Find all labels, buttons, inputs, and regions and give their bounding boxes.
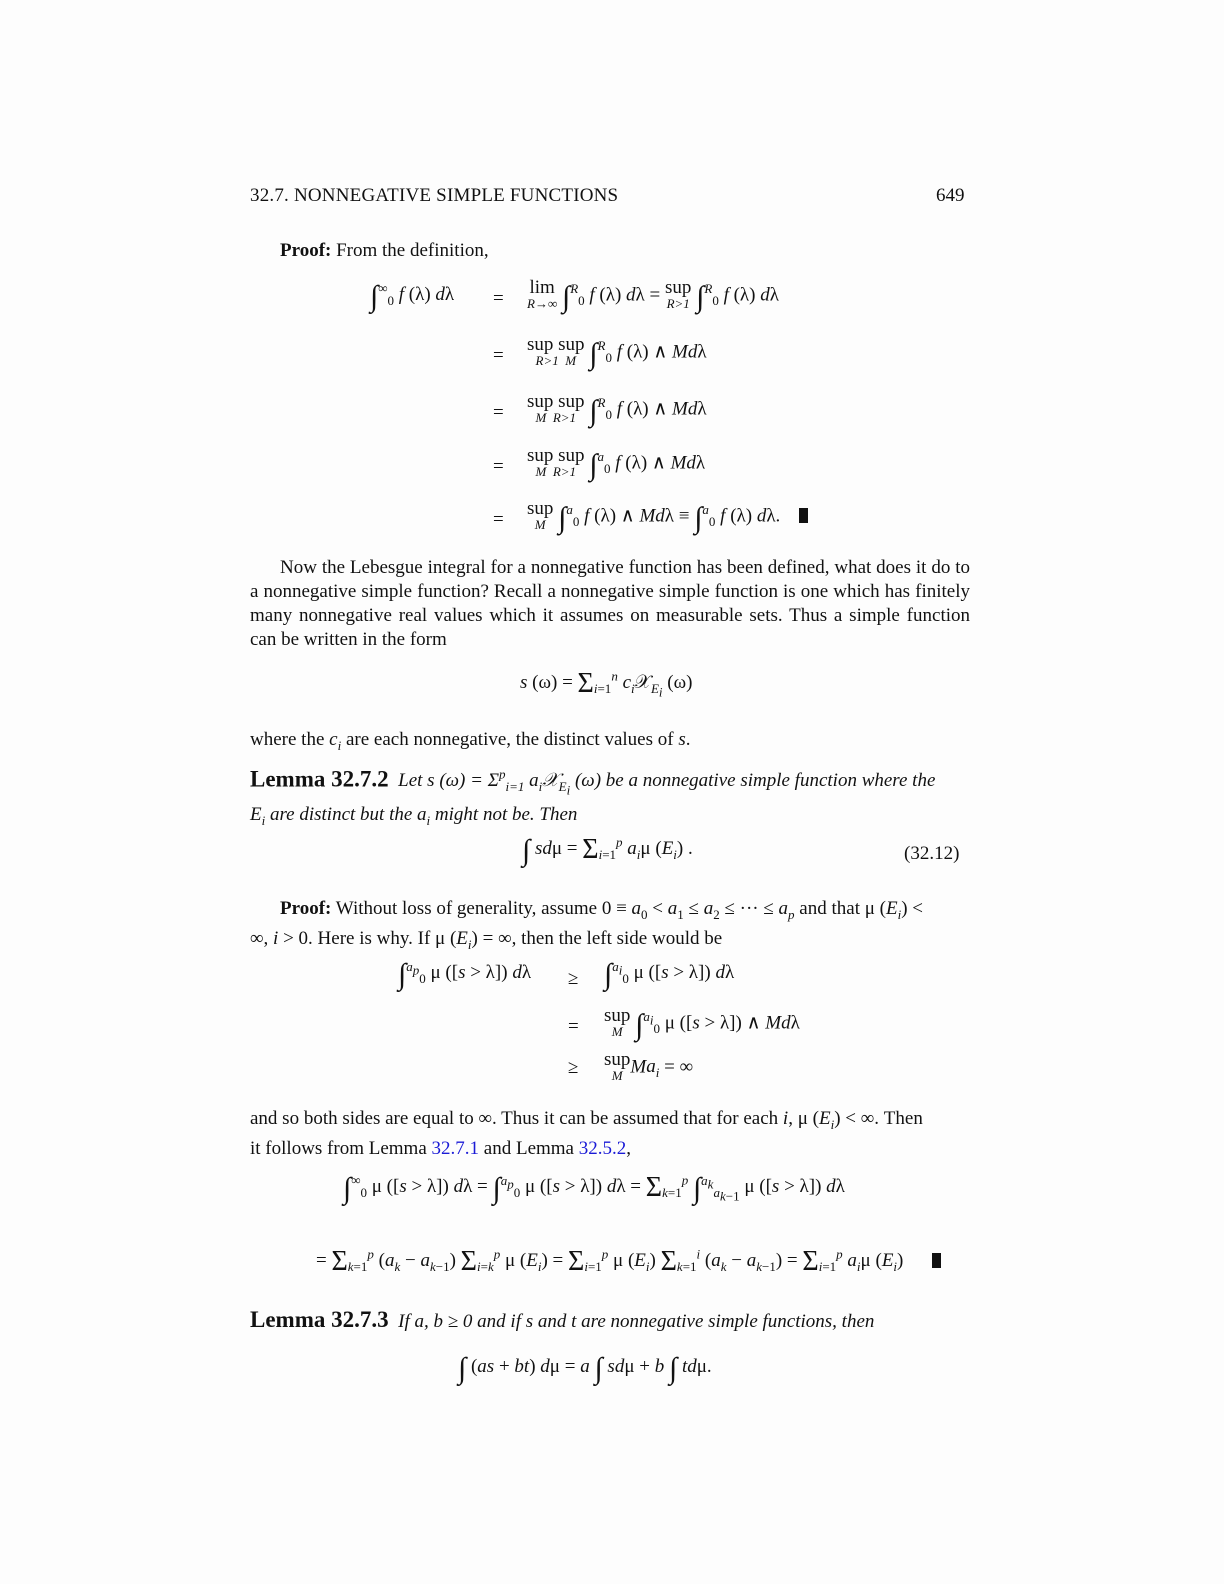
page-number: 649 (936, 185, 965, 206)
eq2-rhs-2: sup M ∫$^{a_i}_0$ μ ([s > λ]) ∧ Mdλ (604, 1005, 800, 1042)
eq1-rhs-1: lim R→∞ ∫$^R_0$ f (λ) dλ = sup R>1 ∫$^R_0$ f (λ) dλ (527, 277, 779, 314)
proof-2: Proof: Without loss of generality, assume $0 \equiv a_0 < a_1 \le a_2$ ≤ ··· ≤ $a_p$ and that μ $(E_i)$ < ∞, i > 0. Here is why. If μ $(E_i)$ = ∞, then the left side would be (250, 898, 924, 952)
lemma-link-32-5-2[interactable]: 32.5.2 (578, 1137, 627, 1159)
eq3-line-1: $\int^\infty_0$ μ ([s > λ]) dλ = ∫$^{a_p}_0$ μ ([s > λ]) $d\lambda = \Sigma_{k=1}^p$ ∫$^{a_k}_{a_{k-1}}$ μ ([s > λ]) dλ (343, 1172, 845, 1205)
qed-mark (932, 1253, 941, 1268)
eq2-rhs-1: ∫$^{a_i}_0$ μ ([s > λ]) dλ (604, 958, 735, 991)
paragraph-2: where the $c_i$ are each nonnegative, the distinct values of s. (250, 729, 691, 753)
eq1-rhs-5: sup M ∫$^a_0$ f (λ) ∧ Mdλ ≡ ∫$^a_0$ f (λ) dλ. (527, 501, 808, 535)
eq1-rhs-4: sup sup M R>1 ∫$^a_0$ f (λ) ∧ Mdλ (527, 445, 706, 482)
eq1-rhs-2: sup sup R>1 M ∫$^R_0$ f (λ) ∧ Mdλ (527, 334, 707, 371)
proof-label: Proof: (280, 898, 332, 919)
qed-mark (799, 508, 808, 523)
lemma-title: Lemma 32.7.3 (250, 1307, 389, 1332)
eq1-lhs: $\int^\infty_0$ f (λ) dλ (370, 280, 455, 313)
proof-label: Proof: (280, 240, 332, 261)
eq1-rhs-3: sup sup M R>1 ∫$^R_0$ f (λ) ∧ Mdλ (527, 391, 707, 428)
paragraph-3: and so both sides are equal to ∞. Thus it can be assumed that for each i, μ $(E_i)$ < ∞. Then it follows from Lemma 32.7.1 and Lemma 32.5.2, (250, 1108, 923, 1159)
eq2-rhs-3: sup M $Ma_i$ = ∞ (604, 1049, 694, 1083)
equation-linearity: ∫ (as + bt) dμ = a ∫ sdμ + b ∫ tdμ. (458, 1352, 712, 1385)
lemma-32-7-2: Lemma 32.7.2 Let s $(\omega) = \Sigma^p_{i=1}$ $a_i𝒳_{E_i}$ (ω) be a nonnegative simple function where the $E_i$ are distinct but the $a_i$ might not be. Then (250, 766, 936, 828)
equation-number: (32.12) (904, 843, 960, 864)
equation-32-12: ∫ $sd\mu = \Sigma_{i=1}^p$ $a_i\mu$ $(E_i)$ . (522, 834, 693, 867)
eq3-line-2: = $\Sigma_{k=1}^p$ $(a_k - a_{k-1})$ $\Sigma_{i=k}^p$ μ $(E_i) = \Sigma_{i=1}^p$ μ $(E_i)$ $\Sigma_{k=1}^i$ $(a_k - a_{k-1}) = \Sigma_{i=1}^p$ $a_i\mu$ $(E_i)$ (316, 1246, 941, 1278)
document-page: 32.7. NONNEGATIVE SIMPLE FUNCTIONS 649 Proof: From the definition, $\int^\infty_0$ f (λ) dλ = lim R→∞ ∫$^R_0$ f (λ) dλ = sup R>1 ∫$^R_0$ f (λ) dλ = sup sup R>1 M ∫$^R_0$ f (λ) ∧ Mdλ = sup sup M R>1 ∫$^R_0$ f (λ) ∧ Mdλ = sup sup M R>1 ∫$^a_0$ f (λ) ∧ Mdλ = sup M ∫$^a_0$ f (λ) ∧ Mdλ ≡ ∫$^a_0$ f (λ) dλ. Now the Lebesgue integral for a nonnegative function has been defined, what does it do to a nonnegative simple function? Recall a nonnegative simple function is one which has finitely many nonnegative real values which it assumes on measurable sets. Thus a simple function can be written in the form s $(\omega) = \Sigma_{i=1}^n$ $c_i𝒳_{E_i}$ (ω) where the $c_i$ are each nonnegative, the distinct values of s. Lemma 32.7.2 Let s $(\omega) = \Sigma^p_{i=1}$ $a_i𝒳_{E_i}$ (ω) be a nonnegative simple function where the $E_i$ are distinct but the $a_i$ might not be. Then ∫ $sd\mu = \Sigma_{i=1}^p$ $a_i\mu$ $(E_i)$ . (32.12) Proof: Without loss of generality, assume $0 \equiv a_0 < a_1 \le a_2$ ≤ ··· ≤ $a_p$ and that μ $(E_i)$ < ∞, i > 0. Here is why. If μ $(E_i)$ = ∞, then the left side would be ∫$^{a_p}_0$ μ ([s > λ]) dλ ≥ ∫$^{a_i}_0$ μ ([s > λ]) dλ = sup M ∫$^{a_i}_0$ μ ([s > λ]) ∧ Mdλ ≥ sup M $Ma_i$ = ∞ and so both sides are equal to ∞. Thus it can be assumed that for each i, μ $(E_i)$ < ∞. Then it follows from Lemma 32.7.1 and Lemma 32.5.2, $\int^\infty_0$ μ ([s > λ]) dλ = ∫$^{a_p}_0$ μ ([s > λ]) $d\lambda = \Sigma_{k=1}^p$ ∫$^{a_k}_{a_{k-1}}$ μ ([s > λ]) dλ = $\Sigma_{k=1}^p$ $(a_k - a_{k-1})$ $\Sigma_{i=k}^p$ μ $(E_i) = \Sigma_{i=1}^p$ μ $(E_i)$ $\Sigma_{k=1}^i$ $(a_k - a_{k-1}) = \Sigma_{i=1}^p$ $a_i\mu$ $(E_i)$ Lemma 32.7.3 If a, b ≥ 0 and if s and t are nonnegative simple functions, then ∫ (as + bt) dμ = a ∫ sdμ + b ∫ tdμ. (250, 185, 970, 1385)
lemma-title: Lemma 32.7.2 (250, 766, 389, 792)
running-header: 32.7. NONNEGATIVE SIMPLE FUNCTIONS (250, 185, 619, 206)
lemma-link-32-7-1[interactable]: 32.7.1 (431, 1137, 480, 1159)
proof-text: From the definition, (331, 240, 489, 261)
equation-simple-function: s $(\omega) = \Sigma_{i=1}^n$ $c_i𝒳_{E_i}$ (ω) (520, 668, 693, 700)
paragraph-1: Now the Lebesgue integral for a nonnegative function has been defined, what does it do to a nonnegative simple function? Recall a nonnegative simple function is one which has finitely many nonnegative real values which it assumes on measurable sets. Thus a simple function can be written in the form (250, 557, 970, 650)
lemma-32-7-3: Lemma 32.7.3 If a, b ≥ 0 and if s and t are nonnegative simple functions, then (250, 1307, 875, 1332)
proof-intro (250, 239, 970, 263)
eq2-lhs: ∫$^{a_p}_0$ μ ([s > λ]) dλ (398, 958, 532, 991)
